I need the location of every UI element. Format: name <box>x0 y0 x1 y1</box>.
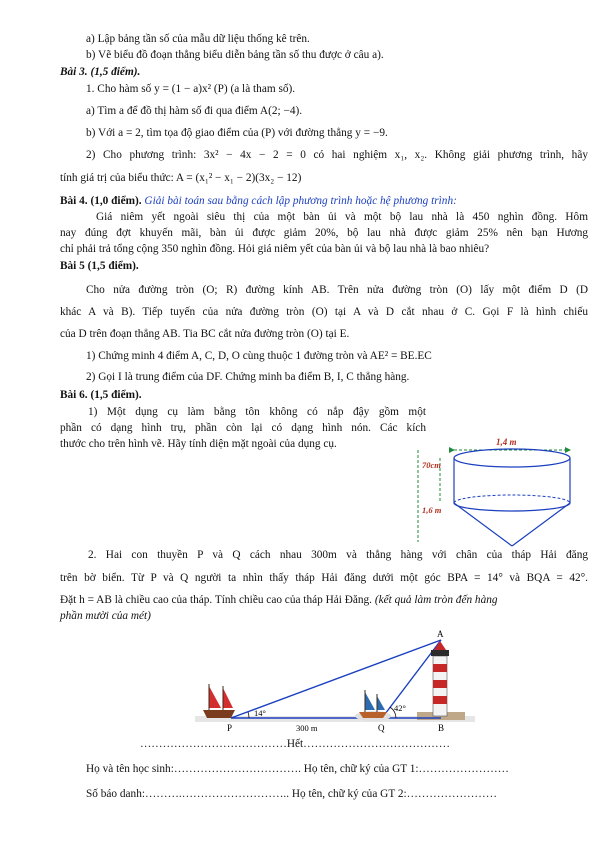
point-b-label: B <box>438 723 445 733</box>
text-line: của D trên đoạn thẳng AB. Tia BC cắt nửa đường tròn (O) tại E. <box>60 328 350 340</box>
tower-stripe <box>433 696 447 704</box>
lighthouse-figure <box>195 630 475 738</box>
text-line: 1) Một dụng cụ làm bằng tôn không có nắp đậy gồm một <box>88 406 426 418</box>
section-instruction: Giải bài toán sau bằng cách lập phương trình hoặc hệ phương trình: <box>144 195 457 207</box>
text-line: trên bờ biển. Từ P và Q người ta nhìn thấy tháp Hải đăng dưới một góc BPA = 14° và BQA = 42°. <box>60 572 588 584</box>
text-line: 2. Hai con thuyền P và Q cách nhau 300m và thẳng hàng với chân của tháp Hải đăng <box>88 549 588 561</box>
sight-line-p <box>231 640 441 718</box>
tower-stripe <box>433 680 447 688</box>
rounding-note-cont: phần mười của mét) <box>60 610 151 622</box>
section-heading: Bài 4. (1,0 điểm). <box>60 195 142 207</box>
text-line: 1) Chứng minh 4 điểm A, C, D, O cùng thuộc 1 đường tròn và AE² = BE.EC <box>86 350 432 362</box>
text-line: 1. Cho hàm số y = (1 − a)x² (P) (a là tham số). <box>86 83 296 95</box>
text-line: b) Vẽ biểu đồ đoạn thẳng biểu diễn bảng tần số thu được ở câu a). <box>86 49 384 61</box>
cylinder-height-label: 70cm <box>422 460 441 470</box>
end-marker: …………………………………Hết………………………………… <box>140 738 451 750</box>
text-line: khác A và B). Tiếp tuyến của nửa đường tròn (O) tại A và D cắt nhau ở C. Gọi F là hình chiếu <box>60 306 588 318</box>
distance-label: 300 m <box>296 723 318 733</box>
cylinder-bottom-front <box>454 503 570 511</box>
angle-q-label: 42° <box>394 703 406 713</box>
ship-q <box>355 690 391 721</box>
section-heading: Bài 5 (1,5 điểm). <box>60 260 139 272</box>
vessel-figure <box>410 430 590 552</box>
text-line: a) Lập bảng tần số của mẫu dữ liệu thống kê trên. <box>86 33 310 45</box>
text-line: tính giá trị của biểu thức: A = (x₁² − x₁ − 2)(3x₂ − 12) <box>60 172 302 184</box>
student-name-line: Họ và tên học sinh:……………………………. Họ tên, chữ ký của GT 1:…………………… <box>86 763 509 775</box>
candidate-number-line: Số báo danh:……….……………………….. Họ tên, chữ ký của GT 2:…………………… <box>86 788 498 800</box>
rounding-note: (kết quả làm tròn đến hàng <box>374 594 498 606</box>
text-line: b) Với a = 2, tìm tọa độ giao điểm của (P) với đường thẳng y = −9. <box>86 127 388 139</box>
width-label: 1,4 m <box>496 437 517 447</box>
point-q-label: Q <box>378 723 385 733</box>
text-line: 2) Gọi I là trung điểm của DF. Chứng minh ba điểm B, I, C thẳng hàng. <box>86 371 410 383</box>
section-heading: Bài 6. (1,5 điểm). <box>60 389 142 401</box>
text-line: nay đúng đợt khuyến mãi, bàn ủi được giảm 20%, bộ lau nhà được giảm 25% nên bạn Hương <box>60 227 588 239</box>
text-line: phần có dạng hình trụ, phần còn lại có dạng hình nón. Các kích <box>60 422 426 434</box>
cone-height-label: 1,6 m <box>422 505 442 515</box>
ship-p <box>203 684 235 718</box>
lantern-gallery <box>431 650 449 656</box>
text-line: Đặt h = AB là chiều cao của tháp. Tính chiều cao của tháp Hải Đăng. <box>60 594 373 606</box>
angle-p-label: 14° <box>254 708 266 718</box>
tower-stripe <box>433 664 447 672</box>
text-line: a) Tìm a để đồ thị hàm số đi qua điểm A(2; −4). <box>86 105 303 117</box>
cylinder-top-ellipse <box>454 449 570 467</box>
point-p-label: P <box>227 723 233 733</box>
text-line: Cho nửa đường tròn (O; R) đường kính AB. Trên nửa đường tròn (O) lấy một điểm D (D <box>86 284 588 296</box>
section-heading: Bài 3. (1,5 điểm). <box>60 66 141 78</box>
cylinder-bottom-back <box>454 495 570 503</box>
text-line: Giá niêm yết ngoài siêu thị của một bàn ủi và một bộ lau nhà là 450 nghìn đồng. Hôm <box>96 211 588 223</box>
text-line: 2) Cho phương trình: 3x² − 4x − 2 = 0 có hai nghiệm x₁, x₂. Không giải phương trình, hãy <box>86 149 588 161</box>
text-line: chỉ phải trả tổng cộng 350 nghìn đồng. Hỏi giá niêm yết của bàn ủi và bộ lau nhà là bao nhiêu? <box>60 243 490 255</box>
text-line: thước cho trên hình vẽ. Hãy tính diện mặt ngoài của dụng cụ. <box>60 438 337 450</box>
point-a-label: A <box>437 630 444 639</box>
